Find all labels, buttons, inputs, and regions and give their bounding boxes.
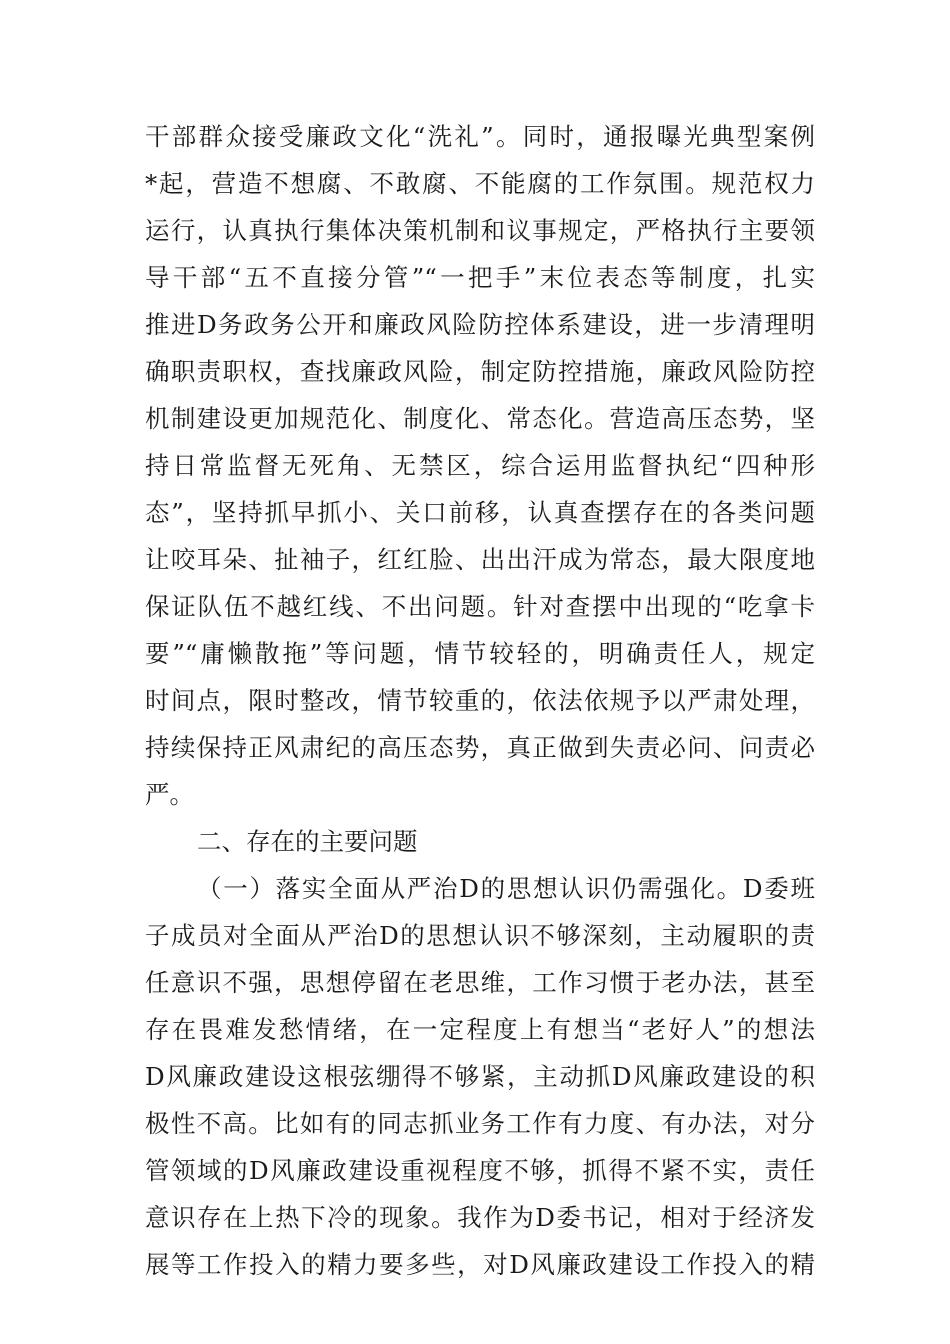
section-text-line: 管领域的D风廉政建设重视程度不够，抓得不紧不实，责任: [145, 1156, 815, 1185]
text-line: 时间点，限时整改，情节较重的，依法依规予以严肃处理，: [145, 686, 815, 715]
text-line: 持续保持正风肃纪的高压态势，真正做到失责必问、问责必: [145, 733, 815, 762]
text-line: 干部群众接受廉政文化“洗礼”。同时，通报曝光典型案例: [145, 122, 815, 151]
section-text-line: 任意识不强，思想停留在老思维，工作习惯于老办法，甚至: [145, 968, 815, 997]
text-line: 持日常监督无死角、无禁区，综合运用监督执纪“四种形: [145, 451, 815, 480]
text-line: 机制建设更加规范化、制度化、常态化。营造高压态势，坚: [145, 404, 815, 433]
section-text-line: 展等工作投入的精力要多些，对D风廉政建设工作投入的精: [145, 1250, 815, 1279]
text-line: 导干部“五不直接分管”“一把手”末位表态等制度，扎实: [145, 263, 815, 292]
text-line: 推进D务政务公开和廉政风险防控体系建设，进一步清理明: [145, 310, 815, 339]
document-body: [145, 113, 815, 1288]
text-line: 确职责职权，查找廉政风险，制定防控措施，廉政风险防控: [145, 357, 815, 386]
text-line: 态”，坚持抓早抓小、关口前移，认真查摆存在的各类问题: [145, 498, 815, 527]
text-line-paragraph-end: 严。: [145, 780, 194, 809]
section-text-line: D风廉政建设这根弦绷得不够紧，主动抓D风廉政建设的积: [145, 1062, 815, 1091]
section-text-line: （一）落实全面从严治D的思想认识仍需强化。D委班: [197, 874, 815, 903]
section-heading: 二、存在的主要问题: [197, 827, 418, 856]
text-line: 让咬耳朵、扯袖子，红红脸、出出汗成为常态，最大限度地: [145, 545, 815, 574]
text-line: *起，营造不想腐、不敢腐、不能腐的工作氛围。规范权力: [145, 169, 815, 198]
section-text-line: 极性不高。比如有的同志抓业务工作有力度、有办法，对分: [145, 1109, 815, 1138]
text-line: 运行，认真执行集体决策机制和议事规定，严格执行主要领: [145, 216, 815, 245]
section-text-line: 子成员对全面从严治D的思想认识不够深刻，主动履职的责: [145, 921, 815, 950]
section-text-line: 存在畏难发愁情绪，在一定程度上有想当“老好人”的想法: [145, 1015, 815, 1044]
text-line: 保证队伍不越红线、不出问题。针对查摆中出现的“吃拿卡: [145, 592, 815, 621]
section-text-line: 意识存在上热下冷的现象。我作为D委书记，相对于经济发: [145, 1203, 815, 1232]
text-line: 要”“庸懒散拖”等问题，情节较轻的，明确责任人，规定: [145, 639, 815, 668]
